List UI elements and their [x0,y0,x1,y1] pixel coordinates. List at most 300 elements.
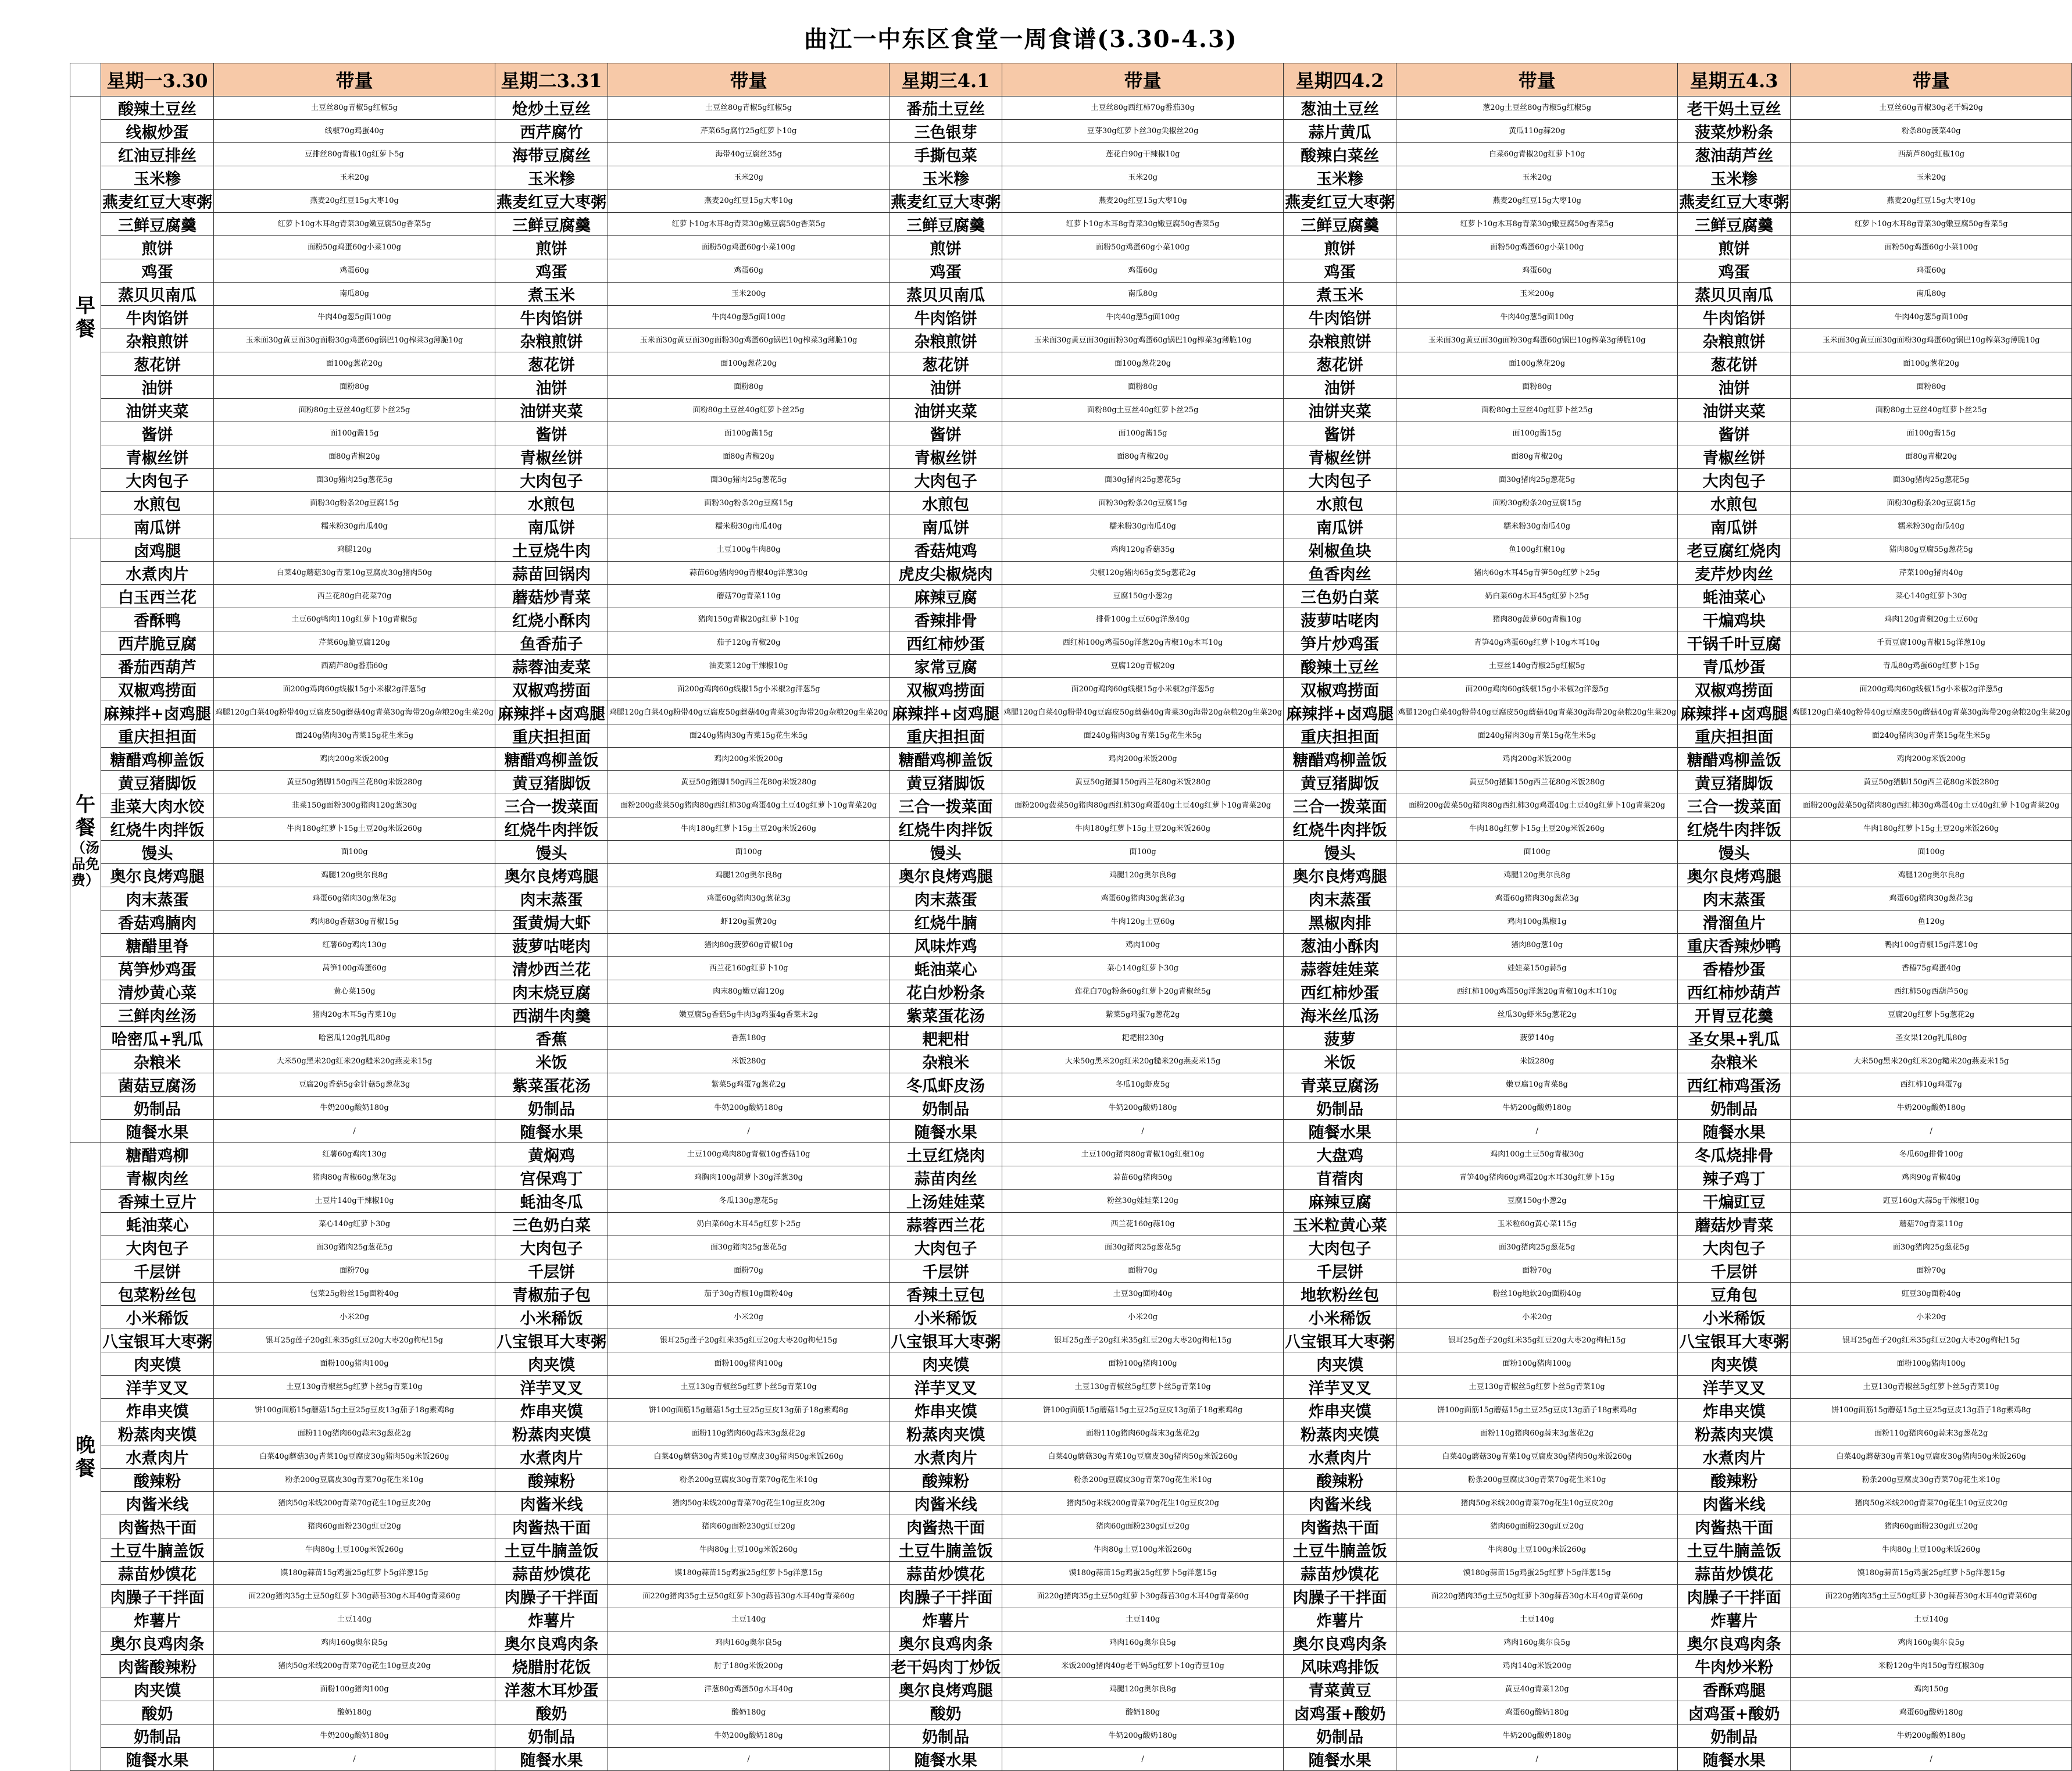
dish-quantity: 燕麦20g红豆15g大枣10g [1791,190,2072,213]
dish-name: 蒜苗炒馍花 [101,1562,214,1585]
menu-row [70,817,2072,841]
dish-name: 海米丝瓜汤 [1284,1004,1396,1027]
dish-name: 酸辣土豆丝 [101,97,214,120]
dish-name: 大肉包子 [1678,469,1791,492]
dish-name: 麻辣拌+卤鸡腿 [495,701,608,724]
dish-quantity: 土豆130g青椒丝5g红萝卜丝5g青菜10g [608,1376,889,1399]
menu-row [70,213,2072,236]
dish-quantity: 面100g [1002,841,1284,864]
dish-name: 黄豆猪脚饭 [1284,771,1396,794]
dish-name: 西红柿鸡蛋汤 [1678,1073,1791,1097]
dish-name: 煎饼 [889,236,1002,259]
dish-quantity: 牛奶200g酸奶180g [1002,1097,1284,1120]
dish-quantity: 大米50g黑米20g红米20g糙米20g燕麦米15g [1791,1050,2072,1073]
dish-name: 黄焖鸡 [495,1143,608,1166]
dish-name: 肉末蒸蛋 [101,887,214,911]
dish-quantity: 面粉200g菠菜50g猪肉80g西红柿30g鸡蛋40g土豆40g红萝卜10g青菜20g [1396,794,1678,817]
dish-name: 奶制品 [889,1097,1002,1120]
dish-name: 葱油葫芦丝 [1678,143,1791,166]
dish-name: 三鲜豆腐羹 [1284,213,1396,236]
dish-name: 粉蒸肉夹馍 [1284,1422,1396,1445]
day-header: 星期二3.31 [495,63,608,97]
dish-quantity: / [1791,1120,2072,1143]
dish-name: 油饼夹菜 [495,399,608,422]
dish-name: 奶制品 [1678,1097,1791,1120]
dish-quantity: 面30g猪肉25g葱花5g [608,1236,889,1259]
dish-name: 酸奶 [101,1701,214,1724]
dish-quantity: 土豆丝140g青椒25g红椒5g [1396,655,1678,678]
dish-quantity: 土豆片140g干辣椒10g [214,1190,495,1213]
dish-quantity: 西兰花80g白花菜70g [214,585,495,608]
dish-quantity: / [1396,1120,1678,1143]
dish-name: 笋片炒鸡蛋 [1284,631,1396,655]
meal-name: 晚餐 [76,1433,95,1480]
qty-header: 带量 [1396,63,1678,97]
dish-name: 牛肉馅饼 [1678,306,1791,329]
dish-quantity: 面80g青椒20g [1791,445,2072,469]
menu-row [70,259,2072,283]
dish-name: 杂粮煎饼 [1284,329,1396,352]
dish-name: 西红柿炒蛋 [889,631,1002,655]
dish-quantity: 土豆100g牛肉80g [608,538,889,562]
dish-name: 杂粮煎饼 [889,329,1002,352]
day-header: 星期一3.30 [101,63,214,97]
dish-quantity: 面粉50g鸡蛋60g小菜100g [1396,236,1678,259]
dish-name: 圣女果+乳瓜 [1678,1027,1791,1050]
dish-quantity: 芹菜60g脆豆腐120g [214,631,495,655]
dish-quantity: 面粉110g猪肉60g蒜末3g葱花2g [1002,1422,1284,1445]
dish-quantity: 面粉100g猪肉100g [214,1678,495,1701]
dish-name: 水煎包 [1284,492,1396,515]
dish-name: 鸡蛋 [101,259,214,283]
dish-name: 炸薯片 [495,1608,608,1631]
dish-quantity: / [1791,1748,2072,1771]
dish-name: 红烧小酥肉 [495,608,608,631]
dish-name: 蒜蓉西兰花 [889,1213,1002,1236]
dish-quantity: 小米20g [214,1306,495,1329]
dish-quantity: 奶白菜60g木耳45g红萝卜25g [1396,585,1678,608]
dish-quantity: 土豆丝80g青椒5g红椒5g [214,97,495,120]
dish-name: 土豆红烧肉 [889,1143,1002,1166]
dish-quantity: 面粉30g粉条20g豆腐15g [1791,492,2072,515]
dish-quantity: 面30g猪肉25g葱花5g [1396,469,1678,492]
dish-name: 烧腊肘花饭 [495,1655,608,1678]
dish-name: 八宝银耳大枣粥 [101,1329,214,1352]
dish-name: 随餐水果 [1284,1120,1396,1143]
dish-name: 花白炒粉条 [889,980,1002,1004]
dish-name: 洋芋叉叉 [889,1376,1002,1399]
dish-name: 粉蒸肉夹馍 [1678,1422,1791,1445]
dish-quantity: 糯米粉30g南瓜40g [1396,515,1678,538]
menu-row [70,1166,2072,1190]
dish-name: 虎皮尖椒烧肉 [889,562,1002,585]
menu-row [70,1748,2072,1771]
dish-quantity: 南瓜80g [1002,283,1284,306]
dish-name: 玉米糁 [101,166,214,190]
dish-name: 大肉包子 [495,1236,608,1259]
dish-name: 重庆担担面 [889,724,1002,748]
dish-name: 煮玉米 [1284,283,1396,306]
dish-quantity: 面200g鸡肉60g线椒15g小米椒2g洋葱5g [1002,678,1284,701]
header-corner [70,63,101,97]
dish-name: 苜蓿肉 [1284,1166,1396,1190]
menu-row [70,608,2072,631]
dish-quantity: 鸡蛋60g [214,259,495,283]
dish-quantity: 面220g猪肉35g土豆50g红萝卜30g蒜苔30g木耳40g青菜60g [1396,1585,1678,1608]
dish-name: 水煎包 [495,492,608,515]
dish-name: 肉酱米线 [1678,1492,1791,1515]
dish-quantity: 面100g [1791,841,2072,864]
dish-quantity: 猪肉50g米线200g青菜70g花生10g豆皮20g [214,1655,495,1678]
dish-quantity: 牛奶200g酸奶180g [1791,1097,2072,1120]
dish-quantity: / [1002,1748,1284,1771]
dish-name: 随餐水果 [495,1748,608,1771]
dish-name: 煎饼 [495,236,608,259]
dish-name: 酱饼 [495,422,608,445]
dish-quantity: 猪肉80g菠萝60g青椒10g [608,934,889,957]
dish-name: 油饼 [1678,376,1791,399]
dish-name: 葱花饼 [889,352,1002,376]
dish-quantity: 黄豆50g猪脚150g西兰花80g米饭280g [214,771,495,794]
dish-name: 西芹脆豆腐 [101,631,214,655]
dish-name: 随餐水果 [495,1120,608,1143]
menu-row [70,1329,2072,1352]
dish-name: 小米稀饭 [1284,1306,1396,1329]
dish-name: 黄豆猪脚饭 [889,771,1002,794]
dish-name: 菠萝 [1284,1027,1396,1050]
dish-quantity: 面220g猪肉35g土豆50g红萝卜30g蒜苔30g木耳40g青菜60g [1791,1585,2072,1608]
dish-name: 大肉包子 [889,1236,1002,1259]
dish-quantity: 玉米20g [608,166,889,190]
dish-quantity: 面30g猪肉25g葱花5g [1002,469,1284,492]
dish-name: 牛肉馅饼 [889,306,1002,329]
dish-name: 酸辣粉 [495,1469,608,1492]
dish-name: 随餐水果 [889,1748,1002,1771]
dish-name: 炸薯片 [1284,1608,1396,1631]
dish-quantity: 鸡肉160g奥尔良5g [1791,1631,2072,1655]
dish-name: 三合一拨菜面 [1284,794,1396,817]
menu-row [70,934,2072,957]
dish-quantity: 鸡肉160g奥尔良5g [608,1631,889,1655]
dish-name: 麻辣拌+卤鸡腿 [1678,701,1791,724]
dish-quantity: 粉丝10g地软20g面粉40g [1396,1283,1678,1306]
dish-name: 煮玉米 [495,283,608,306]
dish-quantity: 鸡腿120g白菜40g粉带40g豆腐皮50g蘑菇40g青菜30g海带20g杂粮20g生菜20g [1002,701,1284,724]
dish-name: 油饼 [1284,376,1396,399]
dish-quantity: 奶白菜60g木耳45g红萝卜25g [608,1213,889,1236]
dish-name: 酸辣粉 [1678,1469,1791,1492]
dish-name: 大盘鸡 [1284,1143,1396,1166]
dish-quantity: 红萝卜10g木耳8g青菜30g嫩豆腐50g香菜5g [214,213,495,236]
dish-name: 蒜苗炒馍花 [495,1562,608,1585]
dish-quantity: 面粉50g鸡蛋60g小菜100g [1002,236,1284,259]
dish-name: 开胃豆花羹 [1678,1004,1791,1027]
dish-name: 炸薯片 [1678,1608,1791,1631]
dish-quantity: 红薯60g鸡肉130g [214,934,495,957]
dish-name: 肉末蒸蛋 [1284,887,1396,911]
dish-name: 鸡蛋 [495,259,608,283]
dish-quantity: 冬瓜60g排骨100g [1791,1143,2072,1166]
dish-quantity: 糯米粉30g南瓜40g [1002,515,1284,538]
menu-row [70,166,2072,190]
dish-name: 蒸贝贝南瓜 [1678,283,1791,306]
dish-quantity: 鸡肉100g [1002,934,1284,957]
dish-name: 肉末蒸蛋 [495,887,608,911]
dish-name: 肉酱酸辣粉 [101,1655,214,1678]
dish-quantity: 猪肉20g木耳5g青菜10g [214,1004,495,1027]
menu-row [70,1097,2072,1120]
dish-quantity: 鸡肉160g奥尔良5g [1396,1631,1678,1655]
dish-name: 三合一拨菜面 [889,794,1002,817]
dish-quantity: 牛奶200g酸奶180g [1791,1724,2072,1748]
dish-name: 酱饼 [889,422,1002,445]
dish-name: 三色奶白菜 [495,1213,608,1236]
dish-name: 紫菜蛋花汤 [495,1073,608,1097]
menu-row [70,352,2072,376]
dish-quantity: 土豆30g面粉40g [1002,1283,1284,1306]
dish-quantity: 饼100g面筋15g蘑菇15g土豆25g豆皮13g茄子18g素鸡8g [608,1399,889,1422]
dish-name: 肉酱热干面 [1678,1515,1791,1538]
dish-name: 三合一拨菜面 [1678,794,1791,817]
dish-quantity: 面粉70g [1791,1259,2072,1283]
dish-name: 冬瓜虾皮汤 [889,1073,1002,1097]
dish-quantity: 黄心菜150g [214,980,495,1004]
dish-quantity: 冬瓜10g虾皮5g [1002,1073,1284,1097]
dish-quantity: 白菜40g蘑菇30g青菜10g豆腐皮30g猪肉50g [214,562,495,585]
dish-quantity: 黄豆50g猪脚150g西兰花80g米饭280g [1002,771,1284,794]
dish-quantity: 红萝卜10g木耳8g青菜30g嫩豆腐50g香菜5g [1396,213,1678,236]
dish-name: 肉臊子干拌面 [101,1585,214,1608]
dish-quantity: 面粉110g猪肉60g蒜末3g葱花2g [1396,1422,1678,1445]
dish-name: 清炒西兰花 [495,957,608,980]
dish-quantity: 蒜苗60g猪肉50g [1002,1166,1284,1190]
dish-name: 莴笋炒鸡蛋 [101,957,214,980]
dish-name: 大肉包子 [495,469,608,492]
dish-name: 青菜黄豆 [1284,1678,1396,1701]
dish-quantity: 酸奶180g [1002,1701,1284,1724]
dish-name: 肉夹馍 [1284,1352,1396,1376]
menu-row [70,1701,2072,1724]
dish-name: 糖醋鸡柳盖饭 [1284,748,1396,771]
dish-name: 奶制品 [101,1097,214,1120]
dish-name: 肉夹馍 [889,1352,1002,1376]
dish-quantity: 肘子180g米饭200g [608,1655,889,1678]
dish-quantity: 千页豆腐100g青椒15g洋葱10g [1791,631,2072,655]
dish-quantity: 鸭肉100g青椒15g洋葱10g [1791,934,2072,957]
dish-quantity: 猪肉80g青椒60g葱花3g [214,1166,495,1190]
dish-quantity: 芹菜65g腐竹25g红萝卜10g [608,120,889,143]
dish-name: 青瓜炒蛋 [1678,655,1791,678]
dish-quantity: 牛肉40g葱5g面100g [1002,306,1284,329]
menu-row [70,97,2072,120]
qty-header: 带量 [214,63,495,97]
dish-quantity: 玉米200g [1396,283,1678,306]
dish-quantity: 丝瓜30g虾米5g葱花2g [1396,1004,1678,1027]
dish-quantity: 韭菜150g面粉300g猪肉120g葱30g [214,794,495,817]
dish-name: 蒜苗肉丝 [889,1166,1002,1190]
dish-name: 三鲜豆腐羹 [889,213,1002,236]
menu-row [70,1585,2072,1608]
dish-name: 随餐水果 [101,1748,214,1771]
dish-name: 辣子鸡丁 [1678,1166,1791,1190]
menu-row [70,1678,2072,1701]
dish-quantity: 黄豆40g青菜120g [1396,1678,1678,1701]
dish-quantity: 豆腐150g小葱2g [1002,585,1284,608]
dish-name: 三合一拨菜面 [495,794,608,817]
dish-quantity: 牛肉120g土豆60g [1002,911,1284,934]
dish-quantity: 鸡蛋60g猪肉30g葱花3g [214,887,495,911]
dish-name: 西红柿炒葫芦 [1678,980,1791,1004]
dish-quantity: 西红柿100g鸡蛋50g洋葱20g青椒10g木耳10g [1002,631,1284,655]
dish-quantity: 土豆130g青椒丝5g红萝卜丝5g青菜10g [1791,1376,2072,1399]
dish-quantity: 面240g猪肉30g青菜15g花生米5g [1396,724,1678,748]
dish-quantity: 燕麦20g红豆15g大枣10g [1002,190,1284,213]
dish-quantity: 紫菜5g鸡蛋7g葱花2g [608,1073,889,1097]
dish-quantity: 鸡蛋60g猪肉30g葱花3g [608,887,889,911]
dish-name: 肉臊子干拌面 [1284,1585,1396,1608]
menu-row [70,538,2072,562]
dish-quantity: 牛肉40g葱5g面100g [608,306,889,329]
dish-name: 千层饼 [101,1259,214,1283]
dish-quantity: 牛肉80g土豆100g米饭260g [608,1538,889,1562]
dish-name: 肉酱热干面 [1284,1515,1396,1538]
dish-name: 奥尔良烤鸡腿 [495,864,608,887]
dish-name: 杂粮米 [1678,1050,1791,1073]
menu-row [70,1445,2072,1469]
dish-quantity: 玉米20g [1791,166,2072,190]
page-title: 曲江一中东区食堂一周食谱(3.30-4.3) [804,26,1238,53]
dish-quantity: 牛奶200g酸奶180g [608,1724,889,1748]
dish-quantity: 面220g猪肉35g土豆50g红萝卜30g蒜苔30g木耳40g青菜60g [214,1585,495,1608]
dish-quantity: 香蕉180g [608,1027,889,1050]
dish-name: 洋葱木耳炒蛋 [495,1678,608,1701]
menu-row [70,1724,2072,1748]
dish-name: 奥尔良烤鸡腿 [1678,864,1791,887]
dish-quantity: 鸡腿120g奥尔良8g [1791,864,2072,887]
dish-quantity: 猪肉60g面粉230g豇豆20g [1791,1515,2072,1538]
dish-name: 葱花饼 [1284,352,1396,376]
dish-quantity: 鸡腿120g白菜40g粉带40g豆腐皮50g蘑菇40g青菜30g海带20g杂粮20g生菜20g [1791,701,2072,724]
dish-quantity: 猪肉50g米线200g青菜70g花生10g豆皮20g [1791,1492,2072,1515]
dish-quantity: 猪肉60g面粉230g豇豆20g [608,1515,889,1538]
dish-quantity: / [1396,1748,1678,1771]
menu-row [70,1259,2072,1283]
dish-name: 香菇炖鸡 [889,538,1002,562]
dish-name: 青椒丝饼 [495,445,608,469]
dish-quantity: 面粉100g猪肉100g [1002,1352,1284,1376]
dish-name: 油饼夹菜 [1284,399,1396,422]
dish-quantity: 黄豆50g猪脚150g西兰花80g米饭280g [608,771,889,794]
dish-name: 杂粮煎饼 [101,329,214,352]
dish-name: 红油豆排丝 [101,143,214,166]
dish-quantity: 鱼100g红椒10g [1396,538,1678,562]
dish-name: 水煮肉片 [101,1445,214,1469]
dish-name: 三鲜豆腐羹 [101,213,214,236]
meal-name: 早餐 [76,294,95,341]
dish-name: 牛肉炒米粉 [1678,1655,1791,1678]
dish-name: 鸡蛋 [1678,259,1791,283]
dish-quantity: 鸡腿120g白菜40g粉带40g豆腐皮50g蘑菇40g青菜30g海带20g杂粮20g生菜20g [1396,701,1678,724]
dish-name: 紫菜蛋花汤 [889,1004,1002,1027]
dish-quantity: 鸡腿120g奥尔良8g [1002,864,1284,887]
dish-name: 鸡蛋 [889,259,1002,283]
dish-quantity: 白菜40g蘑菇30g青菜10g豆腐皮30g猪肉50g米饭260g [1791,1445,2072,1469]
dish-quantity: 玉米200g [608,283,889,306]
menu-row [70,957,2072,980]
dish-name: 肉末蒸蛋 [889,887,1002,911]
dish-quantity: 面粉80g土豆丝40g红萝卜丝25g [1002,399,1284,422]
dish-name: 剁椒鱼块 [1284,538,1396,562]
qty-header: 带量 [1791,63,2072,97]
dish-name: 玉米糁 [1678,166,1791,190]
dish-quantity: 洋葱80g鸡蛋50g木耳40g [608,1678,889,1701]
dish-name: 燕麦红豆大枣粥 [495,190,608,213]
dish-quantity: 牛肉80g土豆100g米饭260g [1396,1538,1678,1562]
dish-quantity: 圣女果120g乳瓜80g [1791,1027,2072,1050]
dish-name: 八宝银耳大枣粥 [495,1329,608,1352]
dish-name: 八宝银耳大枣粥 [1284,1329,1396,1352]
dish-name: 大肉包子 [1284,469,1396,492]
dish-quantity: 鸡肉100g土豆50g青椒30g [1396,1143,1678,1166]
dish-name: 三鲜肉丝汤 [101,1004,214,1027]
menu-row [70,1236,2072,1259]
dish-quantity: 小米20g [608,1306,889,1329]
dish-name: 南瓜饼 [101,515,214,538]
dish-name: 奥尔良烤鸡腿 [1284,864,1396,887]
dish-quantity: 蘑菇70g青菜110g [608,585,889,608]
dish-name: 香蕉 [495,1027,608,1050]
dish-name: 双椒鸡捞面 [101,678,214,701]
dish-quantity: 面240g猪肉30g青菜15g花生米5g [214,724,495,748]
dish-name: 酱饼 [1284,422,1396,445]
dish-name: 肉末蒸蛋 [1678,887,1791,911]
dish-name: 青椒丝饼 [1284,445,1396,469]
dish-name: 水煮肉片 [1284,1445,1396,1469]
dish-quantity: 馍180g蒜苗15g鸡蛋25g红萝卜5g洋葱15g [608,1562,889,1585]
menu-row [70,1655,2072,1678]
dish-name: 玉米糁 [495,166,608,190]
dish-quantity: 饼100g面筋15g蘑菇15g土豆25g豆皮13g茄子18g素鸡8g [1791,1399,2072,1422]
dish-quantity: 面粉30g粉条20g豆腐15g [608,492,889,515]
menu-row [70,748,2072,771]
dish-name: 青椒丝饼 [101,445,214,469]
dish-name: 小米稀饭 [889,1306,1002,1329]
dish-quantity: 红萝卜10g木耳8g青菜30g嫩豆腐50g香菜5g [1002,213,1284,236]
dish-quantity: 猪肉50g米线200g青菜70g花生10g豆皮20g [608,1492,889,1515]
dish-name: 葱油土豆丝 [1284,97,1396,120]
dish-quantity: 排骨100g土豆60g洋葱40g [1002,608,1284,631]
menu-row [70,306,2072,329]
menu-row [70,887,2072,911]
dish-name: 酸奶 [889,1701,1002,1724]
dish-name: 千层饼 [1284,1259,1396,1283]
dish-name: 奥尔良烤鸡腿 [889,864,1002,887]
dish-quantity: 面粉70g [1002,1259,1284,1283]
dish-name: 油饼 [495,376,608,399]
dish-quantity: 青笋40g猪肉60g鸡蛋20g木耳30g红萝卜15g [1396,1166,1678,1190]
dish-name: 油饼夹菜 [1678,399,1791,422]
dish-quantity: 莴笋100g鸡蛋60g [214,957,495,980]
dish-name: 糖醋鸡柳盖饭 [1678,748,1791,771]
dish-name: 牛肉馅饼 [101,306,214,329]
dish-name: 肉末烧豆腐 [495,980,608,1004]
dish-quantity: 粉条200g豆腐皮30g青菜70g花生米10g [1002,1469,1284,1492]
menu-row [70,1190,2072,1213]
dish-quantity: 面粉70g [214,1259,495,1283]
meal-label [70,97,101,538]
dish-name: 奥尔良鸡肉条 [1678,1631,1791,1655]
dish-name: 肉酱米线 [1284,1492,1396,1515]
